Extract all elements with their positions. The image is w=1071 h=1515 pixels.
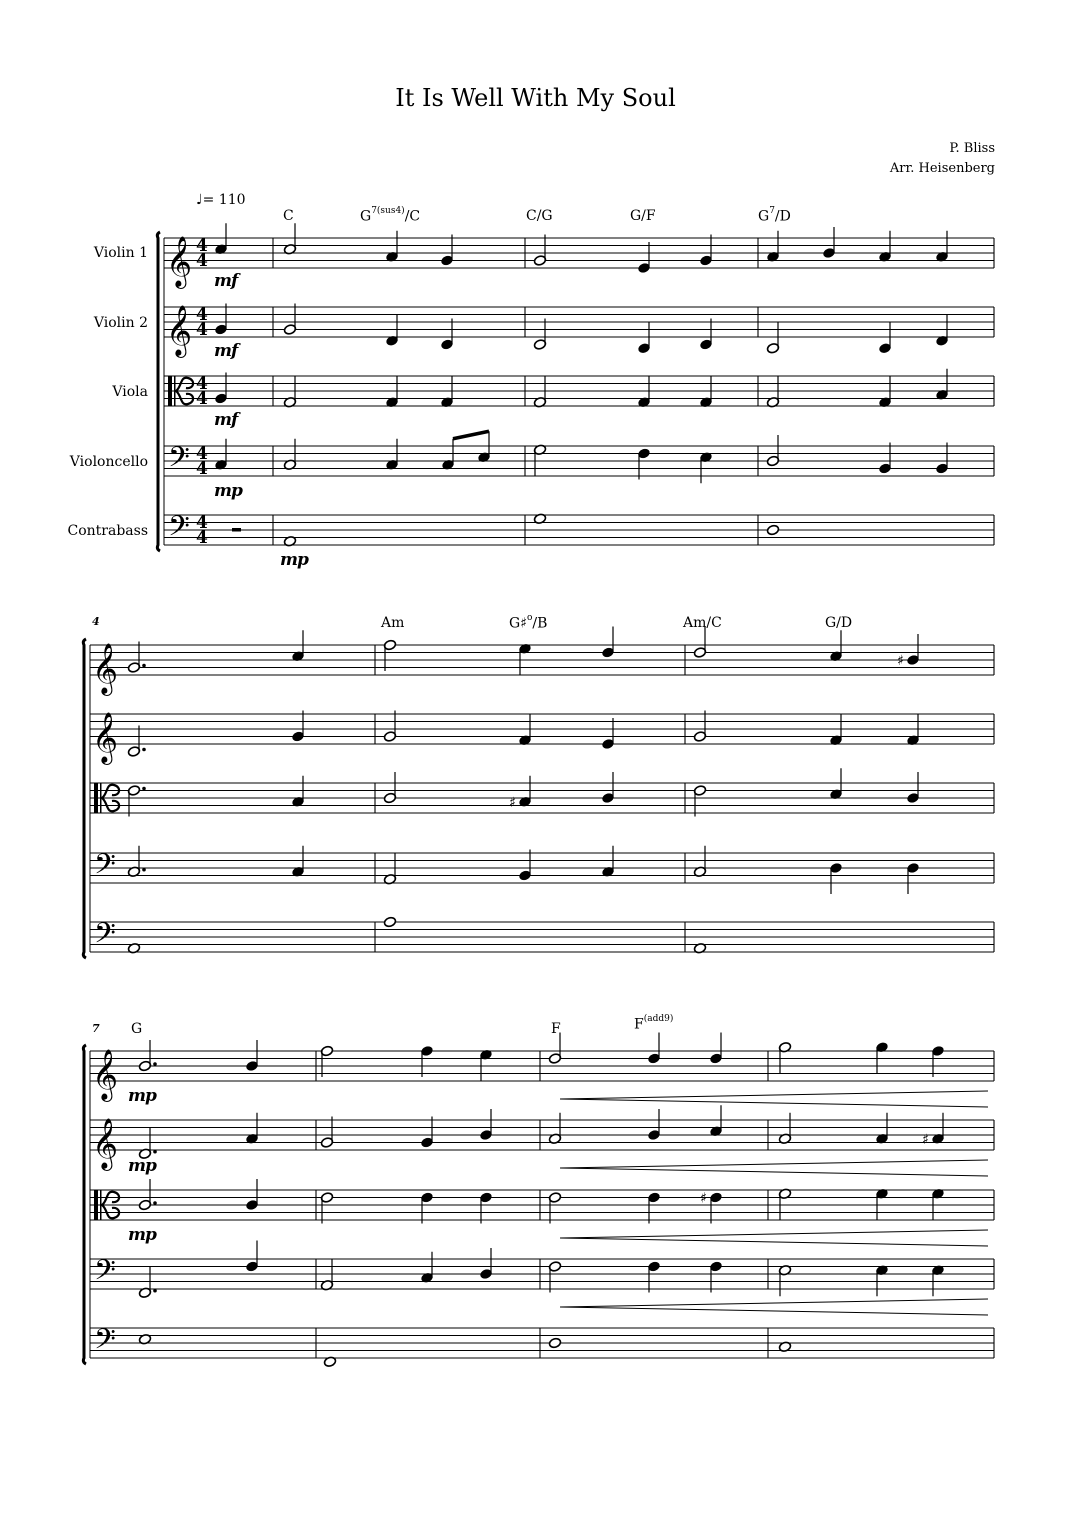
- dynamic-marking: mp: [280, 550, 308, 570]
- chord-symbol: Am: [381, 615, 405, 631]
- time-signature: 4: [196, 444, 208, 464]
- time-signature: 4: [196, 459, 208, 479]
- note-head: [383, 916, 396, 928]
- dynamic-marking: mf: [214, 271, 238, 291]
- augmentation-dot: [142, 664, 146, 668]
- bass-clef-icon: 𝄢: [94, 848, 116, 888]
- sharp-icon: ♯: [509, 794, 516, 811]
- crescendo-hairpin: [560, 1168, 988, 1176]
- time-signature: 4: [196, 305, 208, 325]
- dynamic-marking: mp: [214, 481, 242, 501]
- chord-symbol: $G^7/D$: [758, 206, 791, 225]
- augmentation-dot: [153, 1289, 157, 1293]
- time-signature: 4: [196, 320, 208, 340]
- time-signature: 4: [196, 389, 208, 409]
- note-head: [548, 1337, 561, 1349]
- treble-clef-icon: 𝄞: [92, 643, 119, 694]
- chord-symbol: C: [283, 208, 294, 224]
- dynamic-marking: mf: [214, 341, 238, 361]
- time-signature: 4: [196, 513, 208, 533]
- time-signature: 4: [196, 251, 208, 271]
- sharp-icon: ♯: [897, 653, 904, 669]
- instrument-label-contrabass: Contrabass: [67, 523, 148, 539]
- time-signature: 4: [196, 236, 208, 256]
- crescendo-hairpin: [560, 1160, 988, 1168]
- time-signature: 4: [196, 528, 208, 548]
- instrument-label-violin-1: Violin 1: [93, 245, 148, 261]
- chord-symbol: C/G: [526, 208, 553, 224]
- chord-symbol: F: [551, 1021, 561, 1037]
- crescendo-hairpin: [560, 1230, 988, 1238]
- tempo-value: = 110: [202, 192, 246, 208]
- system-bracket: [157, 232, 160, 551]
- chord-symbol: $F^{(add9)}$: [634, 1014, 674, 1033]
- sharp-icon: ♯: [700, 1190, 707, 1207]
- augmentation-dot: [153, 1201, 157, 1205]
- arranger-credit: Arr. Heisenberg: [889, 161, 995, 176]
- chord-symbol: $G^{7(sus4)}/C$: [360, 206, 421, 225]
- dynamic-marking: mp: [128, 1086, 156, 1106]
- treble-clef-icon: 𝄞: [166, 305, 193, 356]
- quarter-note-icon: ♩: [196, 192, 203, 208]
- augmentation-dot: [142, 787, 146, 791]
- chord-symbol: G♯$^o$/B: [509, 613, 548, 632]
- crescendo-hairpin: [560, 1099, 988, 1107]
- sharp-icon: ♯: [922, 1131, 929, 1148]
- instrument-label-violoncello: Violoncello: [69, 454, 148, 470]
- treble-clef-icon: 𝄞: [92, 712, 119, 763]
- tempo-marking: [196, 192, 246, 208]
- system-bracket: [83, 639, 86, 958]
- augmentation-dot: [142, 868, 146, 872]
- score-title: It Is Well With My Soul: [395, 84, 676, 112]
- chord-symbol: G/F: [630, 208, 656, 224]
- crescendo-hairpin: [560, 1238, 988, 1246]
- dynamic-marking: mp: [128, 1225, 156, 1245]
- system-bracket: [83, 1045, 86, 1364]
- bass-clef-icon: 𝄢: [94, 917, 116, 957]
- crescendo-hairpin: [560, 1299, 988, 1307]
- augmentation-dot: [153, 1150, 157, 1154]
- chord-symbol: G: [131, 1021, 143, 1037]
- bass-clef-icon: 𝄢: [94, 1323, 116, 1363]
- dynamic-marking: mf: [214, 410, 238, 430]
- treble-clef-icon: 𝄞: [92, 1049, 119, 1100]
- augmentation-dot: [153, 1062, 157, 1066]
- measure-number: 4: [92, 615, 100, 628]
- chord-symbol: Am/C: [683, 615, 722, 631]
- crescendo-hairpin: [560, 1307, 988, 1315]
- time-signature: 4: [196, 374, 208, 394]
- treble-clef-icon: 𝄞: [92, 1118, 119, 1169]
- bass-clef-icon: 𝄢: [168, 510, 190, 550]
- measure-number: 7: [92, 1022, 100, 1035]
- bass-clef-icon: 𝄢: [94, 1254, 116, 1294]
- half-rest-icon: [232, 528, 241, 532]
- instrument-label-violin-2: Violin 2: [93, 315, 148, 331]
- dynamic-marking: mp: [128, 1156, 156, 1176]
- instrument-label-viola: Viola: [112, 384, 148, 400]
- augmentation-dot: [142, 748, 146, 752]
- crescendo-hairpin: [560, 1091, 988, 1099]
- chord-symbol: G/D: [825, 615, 853, 631]
- beam: [453, 431, 489, 439]
- bass-clef-icon: 𝄢: [168, 441, 190, 481]
- note-head: [766, 524, 779, 536]
- treble-clef-icon: 𝄞: [166, 236, 193, 287]
- composer-credit: P. Bliss: [949, 141, 995, 156]
